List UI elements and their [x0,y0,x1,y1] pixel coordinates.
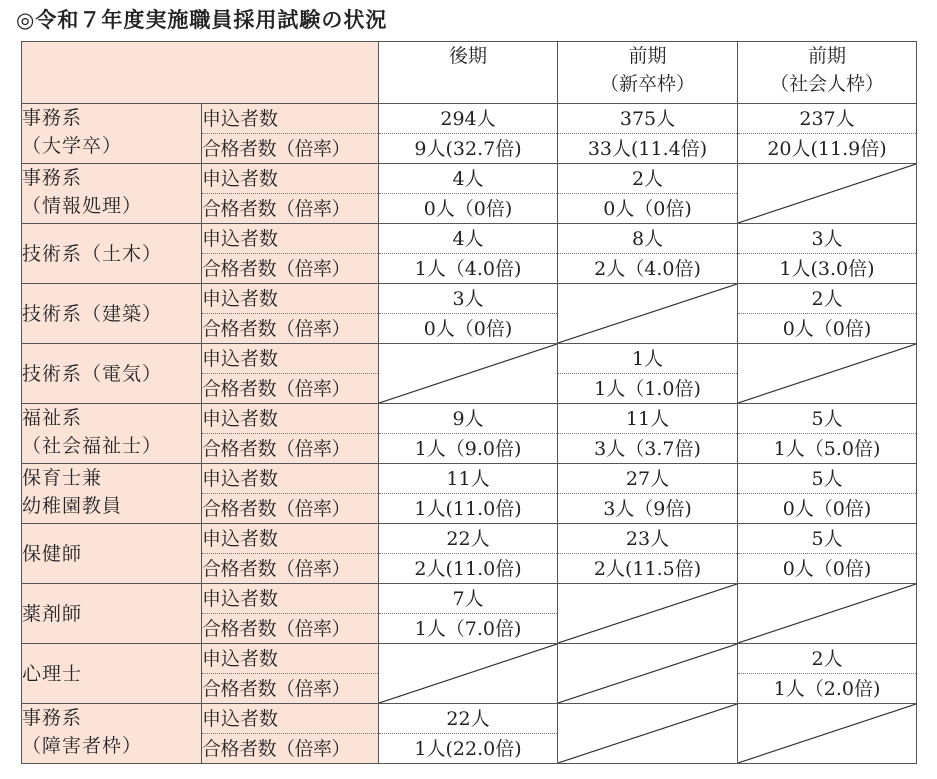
table-row [22,284,917,314]
diagonal-slash-icon [379,644,557,703]
passed-value: 20人(11.9倍) [738,134,917,164]
not-applicable-cell [558,644,738,704]
header-3-line1: 前期 [807,45,846,67]
applicants-value: 2人 [738,284,917,314]
category-label: 事務系 [22,167,83,189]
passed-value: 1人（9.0倍) [379,434,558,464]
diagonal-slash-icon [558,284,737,343]
header-cell-1 [379,42,558,104]
passed-value: 3人（9倍) [558,494,738,524]
category-label: 事務系 [22,107,83,129]
passed-value: 1人（7.0倍) [379,614,558,644]
table-row [22,704,917,734]
diagonal-slash-icon [738,164,916,223]
category-label: 福祉系 [22,407,83,429]
applicants-value: 4人 [379,224,558,254]
category-cell [22,704,202,764]
category-cell [22,644,202,704]
applicants-label: 申込者数 [202,704,379,734]
applicants-label: 申込者数 [202,284,379,314]
diagonal-slash-icon [558,704,737,763]
passed-label: 合格者数（倍率） [202,554,379,584]
passed-value: 0人（0倍) [738,314,917,344]
applicants-label: 申込者数 [202,404,379,434]
applicants-label: 申込者数 [202,644,379,674]
applicants-value: 5人 [738,404,917,434]
passed-value: 0人（0倍) [379,194,558,224]
applicants-value: 294人 [379,104,558,134]
applicants-value: 9人 [379,404,558,434]
passed-value: 1人（5.0倍) [738,434,917,464]
diagonal-slash-icon [738,704,916,763]
applicants-value: 375人 [558,104,738,134]
applicants-label: 申込者数 [202,224,379,254]
passed-value: 1人(22.0倍) [379,734,558,764]
passed-value: 1人(11.0倍) [379,494,558,524]
category-label: 技術系（建築） [22,302,163,325]
passed-label: 合格者数（倍率） [202,134,379,164]
passed-value: 2人（4.0倍) [558,254,738,284]
category-cell [22,104,202,164]
category-cell [22,344,202,404]
header-cell-2 [558,42,738,104]
category-label: 幼稚園教員 [22,495,123,517]
category-cell [22,224,202,284]
applicants-value: 22人 [379,704,558,734]
table-row [22,344,917,374]
category-cell [22,284,202,344]
not-applicable-cell [738,344,917,404]
passed-value: 0人（0倍) [558,194,738,224]
passed-label: 合格者数（倍率） [202,434,379,464]
table-row [22,584,917,614]
category-label: 技術系（土木） [22,242,163,265]
passed-value: 1人（2.0倍) [738,674,917,704]
applicants-value: 2人 [738,644,917,674]
table-row [22,644,917,674]
applicants-value: 11人 [379,464,558,494]
applicants-value: 11人 [558,404,738,434]
table-row [22,104,917,134]
applicants-value: 4人 [379,164,558,194]
passed-value: 1人（1.0倍) [558,374,738,404]
table-row [22,224,917,254]
applicants-value: 2人 [558,164,738,194]
category-label: 薬剤師 [22,602,83,625]
passed-value: 2人(11.5倍) [558,554,738,584]
not-applicable-cell [738,164,917,224]
applicants-value: 5人 [738,464,917,494]
header-cell-3 [738,42,917,104]
table-row [22,464,917,494]
applicants-value: 5人 [738,524,917,554]
passed-label: 合格者数（倍率） [202,494,379,524]
diagonal-slash-icon [738,344,916,403]
category-label: （障害者枠） [22,735,143,757]
table-row [22,524,917,554]
applicants-label: 申込者数 [202,164,379,194]
category-label: （社会福祉士） [22,435,163,457]
diagonal-slash-icon [558,584,737,643]
applicants-value: 7人 [379,584,558,614]
header-2-line2: （新卒枠） [599,73,695,95]
applicants-value: 3人 [379,284,558,314]
passed-value: 33人(11.4倍) [558,134,738,164]
category-label: 保育士兼 [22,467,103,489]
page-title: ◎令和７年度実施職員採用試験の状況 [16,8,388,32]
passed-value: 1人(3.0倍) [738,254,917,284]
not-applicable-cell [738,584,917,644]
category-label: （情報処理） [22,195,143,217]
passed-value: 9人(32.7倍) [379,134,558,164]
not-applicable-cell [379,644,558,704]
passed-label: 合格者数（倍率） [202,734,379,764]
category-label: 技術系（電気） [22,362,163,385]
passed-value: 1人（4.0倍) [379,254,558,284]
diagonal-slash-icon [379,344,557,403]
category-label: 保健師 [22,542,83,565]
passed-label: 合格者数（倍率） [202,614,379,644]
table-row [22,404,917,434]
passed-label: 合格者数（倍率） [202,674,379,704]
category-cell [22,404,202,464]
not-applicable-cell [558,284,738,344]
passed-label: 合格者数（倍率） [202,374,379,404]
passed-value: 3人（3.7倍) [558,434,738,464]
category-label: 心理士 [22,662,83,685]
applicants-value: 23人 [558,524,738,554]
header-1-line1: 後期 [448,45,487,67]
diagonal-slash-icon [558,644,737,703]
passed-value: 2人(11.0倍) [379,554,558,584]
passed-label: 合格者数（倍率） [202,314,379,344]
applicants-label: 申込者数 [202,104,379,134]
passed-value: 0人（0倍) [738,554,917,584]
applicants-value: 3人 [738,224,917,254]
category-cell [22,584,202,644]
header-corner-cell [22,42,379,104]
header-row [22,42,917,104]
category-cell [22,524,202,584]
category-cell [22,464,202,524]
table-row [22,164,917,194]
not-applicable-cell [558,704,738,764]
category-cell [22,164,202,224]
diagonal-slash-icon [738,584,916,643]
applicants-value: 8人 [558,224,738,254]
passed-label: 合格者数（倍率） [202,254,379,284]
applicants-label: 申込者数 [202,524,379,554]
not-applicable-cell [558,584,738,644]
applicants-value: 1人 [558,344,738,374]
applicants-value: 237人 [738,104,917,134]
category-label: （大学卒） [22,135,123,157]
applicants-value: 27人 [558,464,738,494]
applicants-label: 申込者数 [202,464,379,494]
applicants-value: 22人 [379,524,558,554]
header-3-line2: （社会人枠） [769,73,884,95]
recruitment-results-table [21,41,917,764]
passed-value: 0人（0倍) [738,494,917,524]
not-applicable-cell [738,704,917,764]
passed-value: 0人（0倍) [379,314,558,344]
not-applicable-cell [379,344,558,404]
applicants-label: 申込者数 [202,344,379,374]
header-2-line1: 前期 [628,45,667,67]
passed-label: 合格者数（倍率） [202,194,379,224]
category-label: 事務系 [22,707,83,729]
applicants-label: 申込者数 [202,584,379,614]
